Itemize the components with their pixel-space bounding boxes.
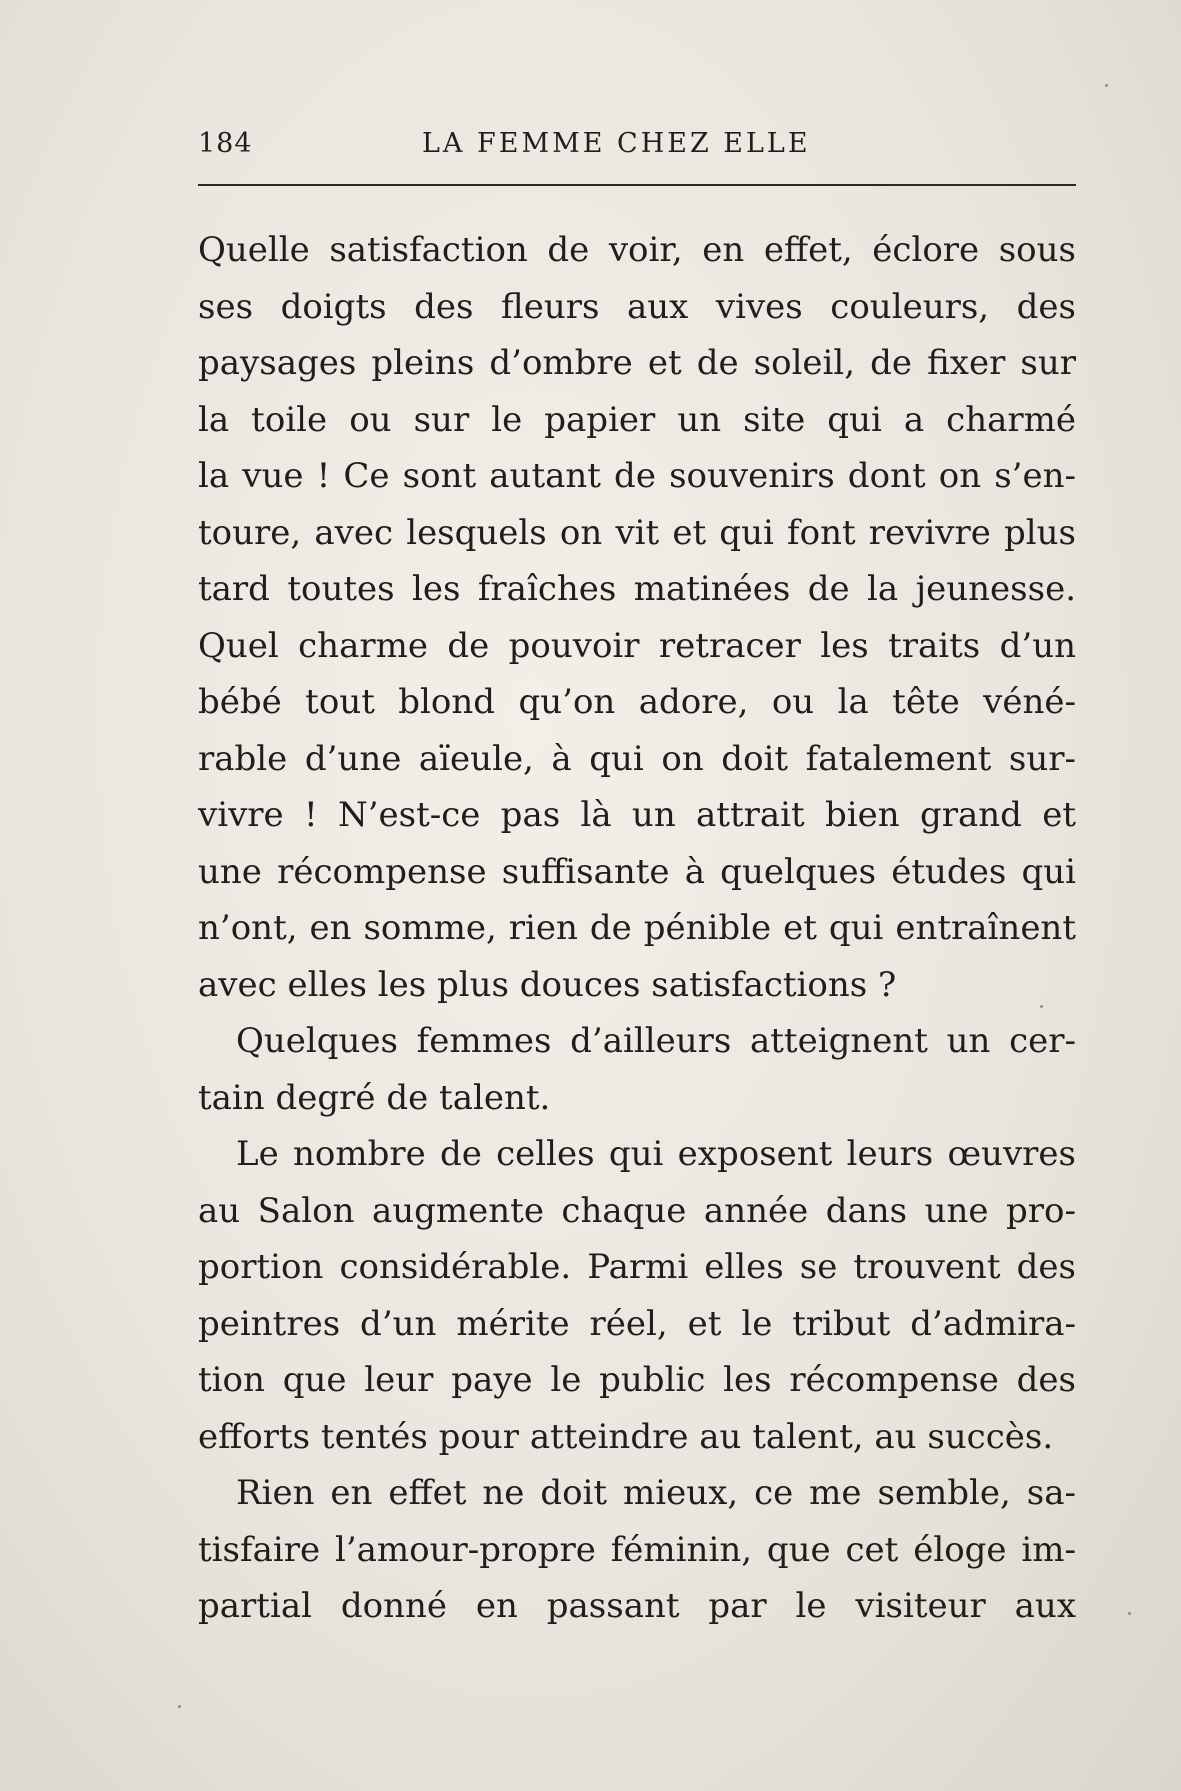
text-line: Le nombre de celles qui exposent leurs œuvres: [236, 1134, 1076, 1174]
text-line: n’ont, en somme, rien de pénible et qui entraînent: [198, 908, 1076, 948]
text-line: peintres d’un mérite réel, et le tribut d’admira-: [198, 1303, 1076, 1344]
text-line: la vue ! Ce sont autant de souvenirs dont on s’en-: [198, 456, 1076, 496]
text-line: vivre ! N’est-ce pas là un attrait bien grand et: [198, 795, 1076, 835]
text-line: partial donné en passant par le visiteur aux: [198, 1586, 1076, 1626]
text-line: Quelques femmes d’ailleurs atteignent un cer-: [236, 1021, 1076, 1061]
text-line: toure, avec lesquels on vit et qui font revivre plus: [198, 512, 1076, 553]
paper-speck: [178, 1705, 181, 1708]
running-title: LA FEMME CHEZ ELLE: [422, 128, 811, 159]
text-line: tain degré de talent.: [198, 1077, 551, 1118]
text-line: la toile ou sur le papier un site qui a charmé: [198, 399, 1076, 440]
page-header: [198, 128, 1076, 168]
paper-speck: [1040, 1005, 1043, 1008]
text-line: bébé tout blond qu’on adore, ou la tête véné-: [198, 682, 1076, 722]
text-line: portion considérable. Parmi elles se trouvent des: [198, 1247, 1076, 1287]
text-line: tard toutes les fraîches matinées de la jeunesse.: [198, 569, 1076, 609]
text-line: avec elles les plus douces satisfactions ?: [198, 964, 897, 1005]
text-line: efforts tentés pour atteindre au talent, au succès.: [198, 1416, 1054, 1457]
header-rule: [198, 184, 1076, 186]
text-line: au Salon augmente chaque année dans une pro-: [198, 1190, 1076, 1231]
text-line: Quelle satisfaction de voir, en effet, éclore sous: [198, 230, 1076, 270]
text-line: tisfaire l’amour-propre féminin, que cet éloge im-: [198, 1529, 1076, 1570]
text-line: rable d’une aïeule, à qui on doit fatalement sur-: [198, 738, 1076, 779]
body-text: [198, 222, 1076, 1635]
text-line: une récompense suffisante à quelques études qui: [198, 851, 1076, 892]
text-line: Quel charme de pouvoir retracer les traits d’un: [198, 625, 1076, 666]
text-line: tion que leur paye le public les récompense des: [198, 1360, 1076, 1400]
page-number: 184: [198, 128, 253, 159]
paper-speck: [1105, 84, 1108, 87]
text-line: Rien en effet ne doit mieux, ce me semble, sa-: [236, 1473, 1076, 1513]
text-line: paysages pleins d’ombre et de soleil, de fixer sur: [198, 343, 1076, 383]
text-line: ses doigts des fleurs aux vives couleurs, des: [198, 286, 1076, 327]
paper-speck: [1128, 1612, 1131, 1615]
